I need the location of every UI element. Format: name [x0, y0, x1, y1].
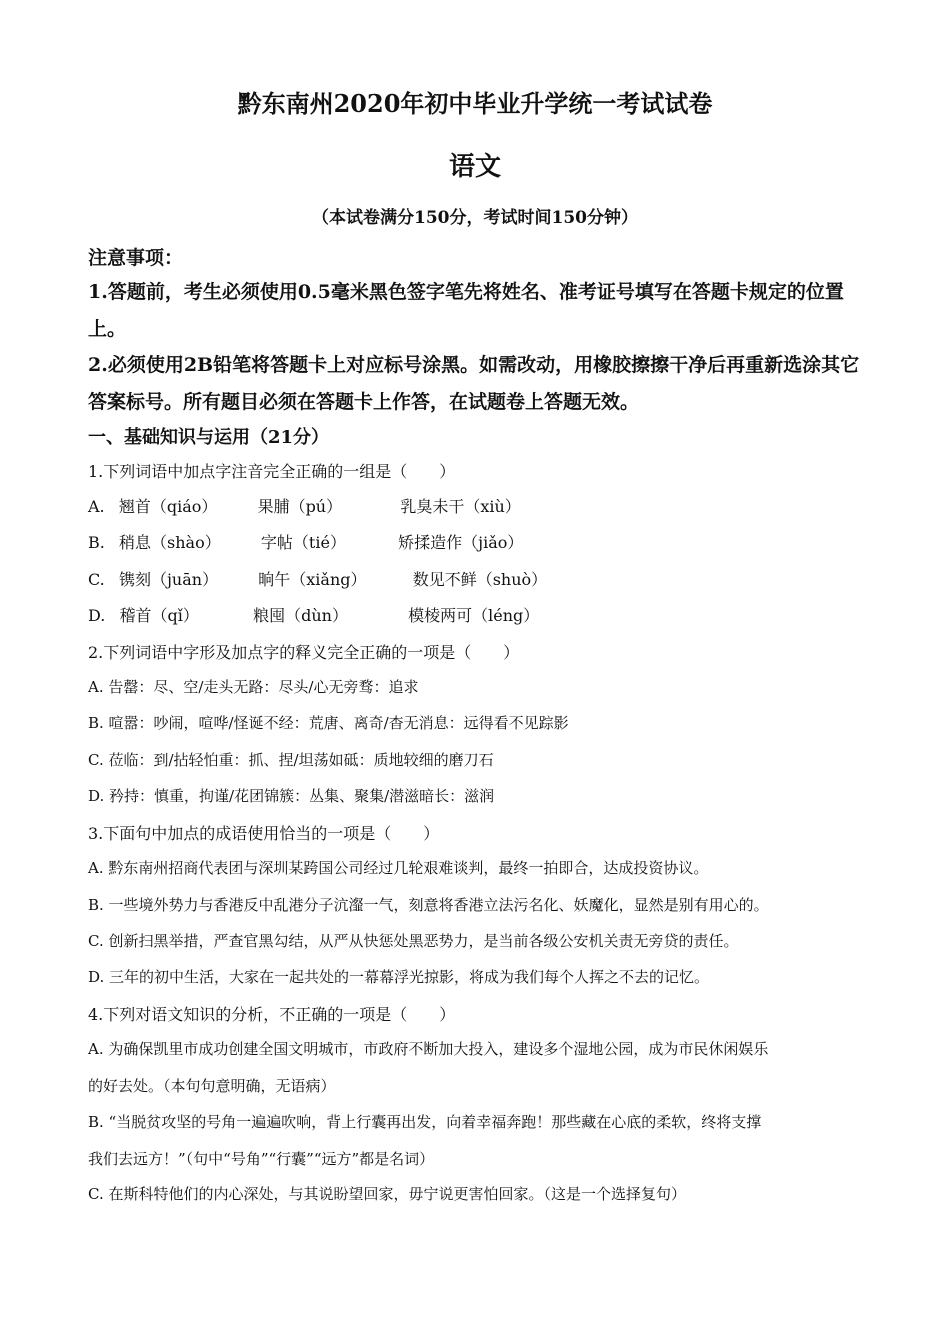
- question-3-option-a: A. 黔东南州招商代表团与深圳某跨国公司经过几轮艰难谈判，最终一拍即合，达成投资协议。: [88, 859, 709, 877]
- question-3-option-d: D. 三年的初中生活，大家在一起共处的一幕幕浮光掠影，将成为我们每个人挥之不去的记忆。: [88, 968, 710, 986]
- question-2-option-d: D. 矜持：慎重，拘谨/花团锦簇：丛集、聚集/潜滋暗长：滋润: [88, 787, 495, 805]
- option-word-3: 矫揉造作（jiǎo）: [398, 533, 524, 552]
- notice-item-1-line-2: 上。: [88, 318, 127, 340]
- question-1-stem: 1.下列词语中加点字注音完全正确的一组是（ ）: [88, 462, 456, 481]
- option-label: B.: [88, 533, 105, 552]
- exam-title: 黔东南州2020年初中毕业升学统一考试试卷: [237, 89, 713, 118]
- option-label: D.: [88, 606, 106, 625]
- option-word-2: 晌午（xiǎng）: [258, 570, 367, 589]
- notice-heading: 注意事项：: [88, 247, 184, 269]
- option-word-2: 字帖（tié）: [260, 533, 346, 552]
- option-word-3: 乳臭未干（xiù）: [400, 497, 521, 516]
- option-word-1: 镌刻（juān）: [118, 570, 219, 589]
- question-3-option-c: C. 创新扫黑举措，严查官黑勾结，从严从快惩处黑恶势力，是当前各级公安机关责无旁贷的责任。: [88, 932, 739, 950]
- question-1-option-d: [88, 603, 539, 626]
- question-1-option-a: [88, 494, 521, 517]
- subject-title: 语文: [448, 152, 501, 182]
- question-1-option-b: [88, 530, 523, 553]
- question-2-option-a: A. 告罄：尽、空/走头无路：尽头/心无旁骛：追求: [88, 678, 419, 696]
- notice-item-1-line-1: 1.答题前，考生必须使用0.5毫米黑色签字笔先将姓名、准考证号填写在答题卡规定的位置: [88, 281, 844, 303]
- option-word-2: 果脯（pú）: [257, 497, 343, 516]
- question-2-option-b: B. 喧嚣：吵闹，喧哗/怪诞不经：荒唐、离奇/杳无消息：远得看不见踪影: [88, 714, 569, 732]
- option-word-1: 稍息（shào）: [119, 533, 221, 552]
- question-2-option-c: C. 莅临：到/拈轻怕重：抓、捏/坦荡如砥：质地较细的磨刀石: [88, 751, 494, 769]
- option-word-1: 翘首（qiáo）: [118, 497, 218, 516]
- notice-item-2-line-1: 2.必须使用2B铅笔将答题卡上对应标号涂黑。如需改动，用橡胶擦擦干净后再重新选涂其它: [88, 354, 860, 376]
- question-4-option-b-line-1: B. “当脱贫攻坚的号角一遍遍吹响，背上行囊再出发，向着幸福奔跑！那些藏在心底的柔软，终将支撑: [88, 1113, 762, 1131]
- option-word-3: 数见不鲜（shuò）: [412, 570, 548, 589]
- question-4-option-b-line-2: 我们去远方！”（句中“号角”“行囊”“远方”都是名词）: [88, 1150, 435, 1168]
- notice-item-2-line-2: 答案标号。所有题目必须在答题卡上作答，在试题卷上答题无效。: [88, 391, 640, 413]
- option-label: A.: [88, 497, 105, 516]
- question-4-option-a-line-2: 的好去处。（本句句意明确，无语病）: [88, 1077, 336, 1095]
- question-4-stem: 4.下列对语文知识的分析，不正确的一项是（ ）: [88, 1005, 456, 1024]
- question-3-option-b: B. 一些境外势力与香港反中乱港分子沆瀣一气，刻意将香港立法污名化、妖魔化，显然是别有用心的。: [88, 896, 769, 914]
- exam-info: （本试卷满分150分，考试时间150分钟）: [312, 208, 638, 228]
- section-1-heading: 一、基础知识与运用（21分）: [88, 427, 330, 448]
- question-3-stem: 3.下面句中加点的成语使用恰当的一项是（ ）: [88, 824, 440, 843]
- question-1-option-c: [88, 567, 547, 590]
- option-word-3: 模棱两可（léng）: [408, 606, 540, 625]
- question-4-option-c-line-1: C. 在斯科特他们的内心深处，与其说盼望回家，毋宁说更害怕回家。（这是一个选择复句）: [88, 1185, 686, 1203]
- option-label: C.: [88, 570, 105, 589]
- option-word-1: 稽首（qǐ）: [119, 606, 199, 625]
- option-word-2: 粮囤（dùn）: [253, 606, 348, 625]
- question-2-stem: 2.下列词语中字形及加点字的释义完全正确的一项是（ ）: [88, 643, 520, 662]
- question-4-option-a-line-1: A. 为确保凯里市成功创建全国文明城市，市政府不断加大投入，建设多个湿地公园，成为市民休闲娱乐: [88, 1040, 769, 1058]
